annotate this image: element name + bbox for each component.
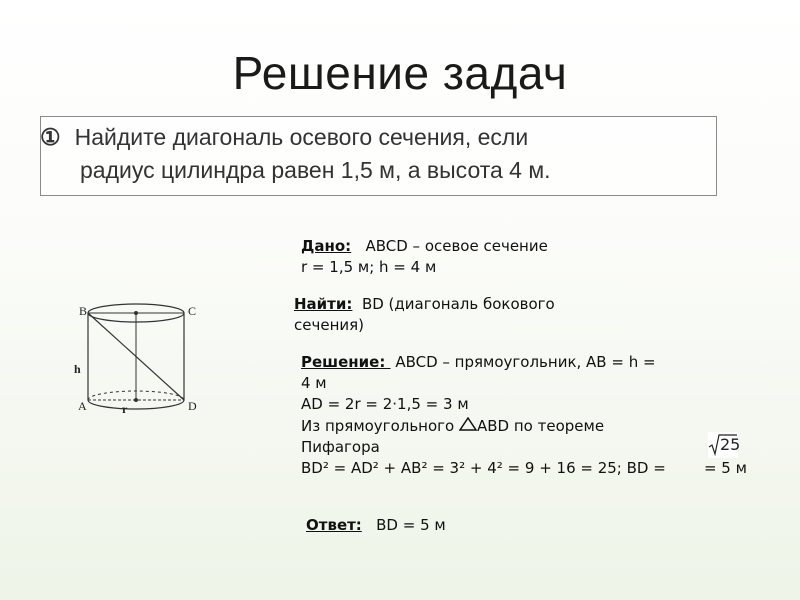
solution-line-3: AD = 2r = 2·1,5 = 3 м xyxy=(301,395,469,413)
solution-label: Решение: xyxy=(301,353,391,371)
answer-label: Ответ: xyxy=(306,516,362,534)
label-a: A xyxy=(78,399,87,413)
given-block xyxy=(301,236,548,278)
solution-line-4a: Из прямоугольного xyxy=(301,417,455,435)
task-line-1: Найдите диагональ осевого сечения, если xyxy=(74,124,529,150)
top-center-point xyxy=(134,311,138,315)
given-line-2: r = 1,5 м; h = 4 м xyxy=(301,258,437,276)
label-r: r xyxy=(122,402,128,416)
given-label: Дано: xyxy=(301,237,352,255)
solution-line-5: Пифагора xyxy=(301,438,380,456)
task-number: ① xyxy=(40,124,61,150)
slide-title: Решение задач xyxy=(232,47,568,99)
solution-line-6-end: = 5 м xyxy=(703,459,747,477)
cylinder-drawing xyxy=(70,295,220,425)
solution-line-6: BD² = AD² + AB² = 3² + 4² = 9 + 16 = 25; BD = xyxy=(301,459,666,477)
answer-value: BD = 5 м xyxy=(376,516,446,534)
find-block xyxy=(294,294,555,336)
pythagoras-block xyxy=(301,416,747,479)
sqrt-value: 25 xyxy=(720,435,741,454)
solution-line-2: 4 м xyxy=(301,374,327,392)
solution-block xyxy=(301,352,656,415)
given-line-1: ABCD – осевое сечение xyxy=(365,237,548,255)
task-statement xyxy=(40,121,730,187)
answer-block xyxy=(306,515,446,536)
task-line-2: радиус цилиндра равен 1,5 м, а высота 4 м. xyxy=(80,157,551,183)
find-label: Найти: xyxy=(294,295,353,313)
sqrt-formula xyxy=(708,432,741,458)
label-b: B xyxy=(79,304,88,318)
label-d: D xyxy=(188,399,197,413)
triangle-icon xyxy=(459,417,477,431)
bottom-center-point xyxy=(134,398,138,402)
cylinder-figure xyxy=(70,295,220,425)
find-line-2: сечения) xyxy=(294,316,364,334)
solution-line-4b: ABD по теореме xyxy=(477,417,605,435)
label-c: C xyxy=(188,304,197,318)
find-line-1: BD (диагональ бокового xyxy=(361,295,555,313)
solution-line-1: ABCD – прямоугольник, AB = h = xyxy=(395,353,656,371)
label-h: h xyxy=(74,362,81,376)
